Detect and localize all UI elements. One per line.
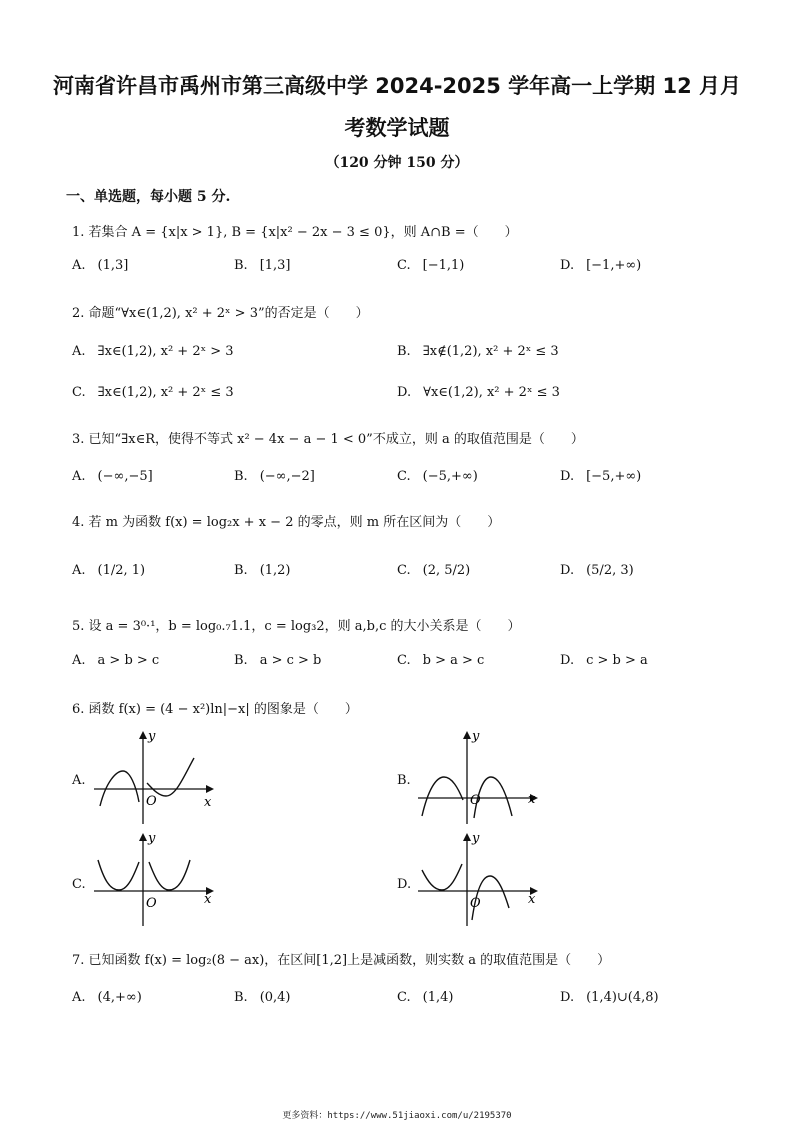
question-6-option-c-label: C. [72, 877, 86, 892]
question-7-stem: 7. 已知函数 f(x) = log₂(8 − ax)，在区间[1,2]上是减函数，则实数 a 的取值范围是（ ） [72, 953, 611, 968]
footer-link[interactable]: 更多资料：https://www.51jiaoxi.com/u/2195370 [282, 1111, 512, 1121]
graph-option-a [92, 728, 222, 828]
option-text: [−5,+∞) [586, 469, 642, 484]
question-2-stem: 2. 命题“∀x∈(1,2), x² + 2ˣ > 3”的否定是（ ） [72, 306, 369, 321]
curve-left-branch [422, 864, 462, 890]
section-heading: 一、单选题，每小题 5 分. [66, 189, 231, 205]
option-text: a > b > c [97, 653, 160, 668]
question-6-option-d-label: D. [397, 877, 412, 892]
y-axis-label: y [472, 729, 480, 744]
option-label: C. [72, 385, 86, 400]
paper-title-line1: 河南省许昌市禹州市第三高级中学 2024-2025 学年高一上学期 12 月月 [52, 74, 742, 98]
option-label: B. [234, 653, 248, 668]
curve-right-branch [147, 758, 194, 796]
question-5-stem: 5. 设 a = 3⁰·¹，b = log₀.₇1.1，c = log₃2，则 a,b,c 的大小关系是（ ） [72, 619, 521, 634]
question-4-option-d [560, 563, 634, 578]
y-axis-arrow-icon [139, 833, 147, 841]
x-axis-label: x [528, 892, 536, 907]
option-text: ∃x∉(1,2), x² + 2ˣ ≤ 3 [422, 344, 559, 359]
y-axis-arrow-icon [463, 833, 471, 841]
option-label: A. [72, 653, 86, 668]
origin-label: O [146, 794, 157, 809]
question-4-option-c [397, 563, 470, 578]
graph-option-c [92, 830, 222, 930]
option-label: C. [397, 990, 411, 1005]
option-text: b > a > c [422, 653, 485, 668]
option-text: (4,+∞) [97, 990, 142, 1005]
option-text: a > c > b [259, 653, 322, 668]
option-label: A. [72, 258, 86, 273]
option-label: B. [234, 469, 248, 484]
option-label: D. [560, 563, 575, 578]
question-3-option-d [560, 469, 641, 484]
option-text: (−∞,−5] [97, 469, 153, 484]
option-text: (0,4) [259, 990, 291, 1005]
curve-right-branch [149, 860, 190, 890]
option-label: D. [397, 385, 412, 400]
option-text: ∀x∈(1,2), x² + 2ˣ ≤ 3 [423, 385, 560, 400]
option-label: C. [397, 469, 411, 484]
option-text: (1,4)∪(4,8) [586, 990, 659, 1005]
question-7-option-b [234, 990, 291, 1005]
option-label: B. [234, 563, 248, 578]
question-2-option-c [72, 385, 234, 400]
y-axis-label: y [148, 831, 156, 846]
question-2-option-d [397, 385, 560, 400]
x-axis-label: x [204, 892, 212, 907]
question-2-option-b [397, 344, 559, 359]
option-text: (1,3] [97, 258, 129, 273]
question-4-stem: 4. 若 m 为函数 f(x) = log₂x + x − 2 的零点，则 m 所在区间为（ ） [72, 515, 501, 530]
option-text: (5/2, 3) [586, 563, 634, 578]
y-axis-label: y [148, 729, 156, 744]
option-text: ∃x∈(1,2), x² + 2ˣ ≤ 3 [97, 385, 234, 400]
question-3-option-c [397, 469, 478, 484]
question-6-option-b-label: B. [397, 773, 411, 788]
x-axis-label: x [204, 795, 212, 810]
option-text: (−5,+∞) [422, 469, 478, 484]
graph-option-b [416, 728, 546, 828]
question-4-option-a [72, 563, 145, 578]
question-6-option-a-label: A. [72, 773, 86, 788]
question-3-option-b [234, 469, 315, 484]
graph-option-d [416, 830, 546, 930]
x-axis-label: x [528, 792, 536, 807]
option-label: A. [72, 344, 86, 359]
option-label: D. [560, 653, 575, 668]
question-1-option-d [560, 258, 641, 273]
question-3-stem: 3. 已知“∃x∈R，使得不等式 x² − 4x − a − 1 < 0”不成立，则 a 的取值范围是（ ） [72, 432, 584, 447]
question-3-option-a [72, 469, 153, 484]
question-2-option-a [72, 344, 234, 359]
option-text: (1/2, 1) [97, 563, 146, 578]
question-5-option-d [560, 653, 648, 668]
option-label: A. [72, 990, 86, 1005]
option-text: [−1,1) [422, 258, 465, 273]
option-label: D. [560, 469, 575, 484]
question-1-option-c [397, 258, 464, 273]
option-label: B. [234, 258, 248, 273]
y-axis-arrow-icon [139, 731, 147, 739]
option-text: (−∞,−2] [259, 469, 315, 484]
paper-subtitle: （120 分钟 150 分） [325, 155, 469, 171]
option-label: D. [560, 258, 575, 273]
question-7-option-d [560, 990, 659, 1005]
question-1-stem: 1. 若集合 A = {x|x > 1}, B = {x|x² − 2x − 3 ≤ 0}，则 A∩B =（ ） [72, 225, 518, 240]
origin-label: O [470, 896, 481, 911]
option-label: C. [397, 563, 411, 578]
question-5-option-c [397, 653, 484, 668]
option-text: (1,2) [259, 563, 291, 578]
option-label: C. [397, 258, 411, 273]
question-1-option-b [234, 258, 291, 273]
question-1-option-a [72, 258, 128, 273]
question-7-option-a [72, 990, 142, 1005]
option-label: A. [72, 469, 86, 484]
curve-left-branch [98, 860, 139, 890]
paper-title-line2: 考数学试题 [344, 116, 450, 140]
option-text: (2, 5/2) [422, 563, 471, 578]
question-4-option-b [234, 563, 291, 578]
option-text: (1,4) [422, 990, 454, 1005]
question-7-option-c [397, 990, 453, 1005]
option-text: ∃x∈(1,2), x² + 2ˣ > 3 [97, 344, 234, 359]
question-5-option-a [72, 653, 159, 668]
x-axis-arrow-icon [206, 785, 214, 793]
y-axis-arrow-icon [463, 731, 471, 739]
question-6-stem: 6. 函数 f(x) = (4 − x²)ln|−x| 的图象是（ ） [72, 702, 358, 717]
option-label: C. [397, 653, 411, 668]
option-text: [1,3] [259, 258, 291, 273]
option-label: B. [234, 990, 248, 1005]
origin-label: O [470, 793, 481, 808]
option-text: c > b > a [586, 653, 648, 668]
origin-label: O [146, 896, 157, 911]
option-label: A. [72, 563, 86, 578]
option-text: [−1,+∞) [586, 258, 642, 273]
question-5-option-b [234, 653, 321, 668]
option-label: D. [560, 990, 575, 1005]
option-label: B. [397, 344, 411, 359]
y-axis-label: y [472, 831, 480, 846]
curve-left-branch [422, 777, 463, 816]
